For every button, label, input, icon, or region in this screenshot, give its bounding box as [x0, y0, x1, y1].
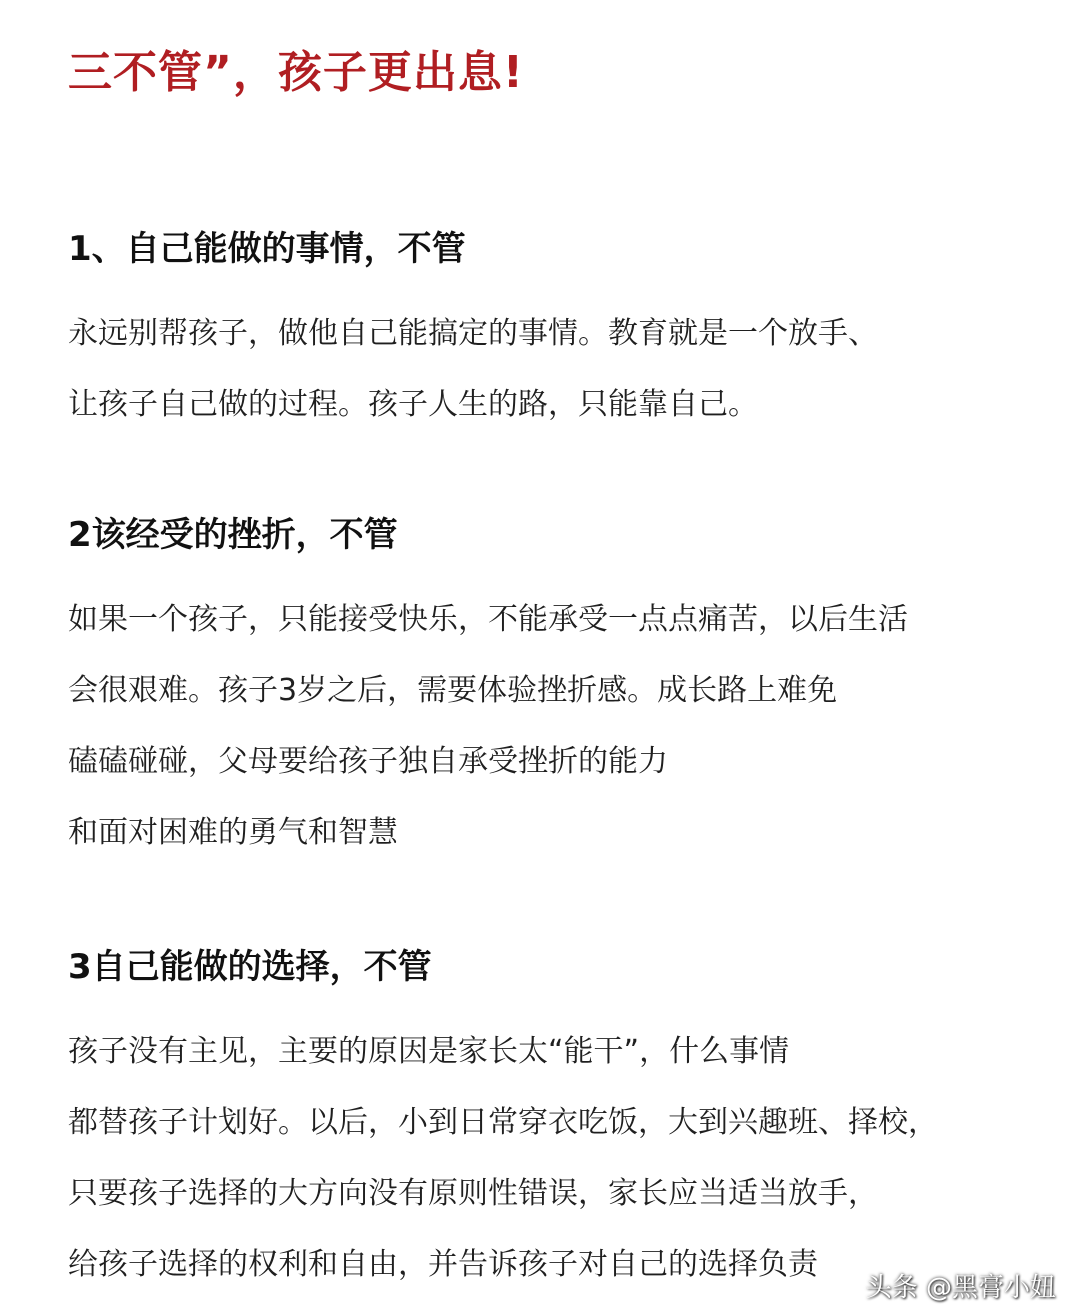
- section-body: [68, 1016, 1048, 1300]
- body-line: 会很艰难。孩子3岁之后，需要体验挫折感。成长路上难免: [68, 673, 838, 708]
- watermark: 头条 @黑膏小妞: [865, 1273, 1056, 1303]
- section-3: [68, 942, 1048, 1300]
- section-body: [68, 584, 1048, 868]
- section-heading: 3自己能做的选择，不管: [68, 947, 432, 987]
- body-line: 永远别帮孩子，做他自己能搞定的事情。教育就是一个放手、: [68, 316, 878, 351]
- body-line: 如果一个孩子，只能接受快乐，不能承受一点点痛苦，以后生活: [68, 602, 908, 637]
- body-line: 只要孩子选择的大方向没有原则性错误，家长应当适当放手，: [68, 1176, 878, 1211]
- body-line: 磕磕碰碰，父母要给孩子独自承受挫折的能力: [68, 744, 668, 779]
- body-line: 孩子没有主见，主要的原因是家长太“能干”，什么事情: [68, 1034, 790, 1069]
- section-body: [68, 298, 1048, 440]
- body-line: 让孩子自己做的过程。孩子人生的路，只能靠自己。: [68, 387, 758, 422]
- body-line: 给孩子选择的权利和自由，并告诉孩子对自己的选择负责: [68, 1247, 818, 1282]
- body-line: 和面对困难的勇气和智慧: [68, 815, 398, 850]
- section-heading: 1、自己能做的事情，不管: [68, 229, 466, 269]
- body-line: 都替孩子计划好。以后，小到日常穿衣吃饭，大到兴趣班、择校，: [68, 1105, 938, 1140]
- section-2: [68, 510, 1048, 868]
- section-heading: 2该经受的挫折，不管: [68, 515, 398, 555]
- page-title: 三不管”，孩子更出息!: [68, 47, 524, 98]
- section-1: [68, 224, 1048, 440]
